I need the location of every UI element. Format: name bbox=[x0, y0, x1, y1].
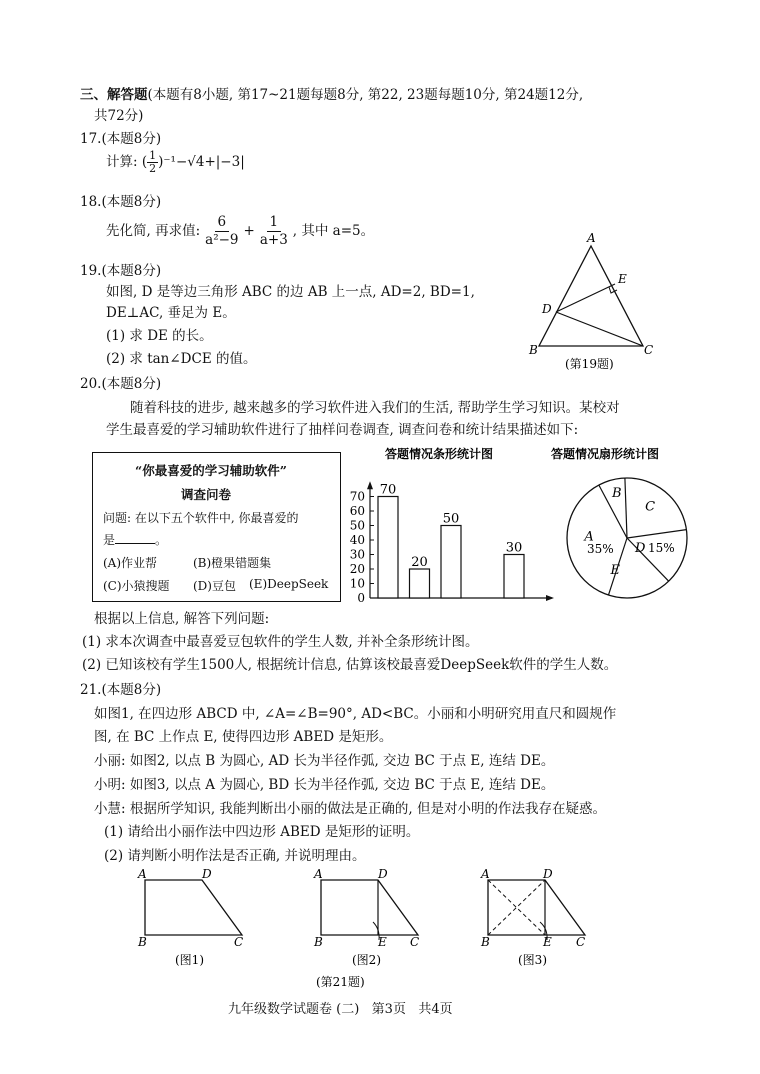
q19-segment-dc bbox=[556, 312, 643, 346]
q21-fig1-label-d: D bbox=[202, 867, 212, 881]
q17-prompt: 计算: bbox=[106, 154, 142, 170]
q21-fig3-diagonal-ae bbox=[488, 880, 545, 935]
bar-chart-tick-label-50: 50 bbox=[349, 518, 365, 533]
q21-fig1-label-c: C bbox=[234, 935, 244, 949]
q17-body: 计算: ( $\frac{1}{2}$ )⁻¹−√4+|−3| bbox=[106, 149, 245, 175]
q21-fig3-label-c: C bbox=[576, 935, 586, 949]
q18-f2-den: a+3 bbox=[259, 232, 288, 248]
q18-points: (本题8分) bbox=[101, 194, 162, 210]
survey-option-d: (D)豆包 bbox=[193, 579, 236, 593]
pie-percent-d: 15% bbox=[648, 541, 675, 555]
q21-fig3-label-d: D bbox=[543, 867, 553, 881]
q21-fig3-quad bbox=[488, 880, 585, 935]
q21-line2: 图, 在 BC 上作点 E, 使得四边形 ABED 是矩形。 bbox=[94, 729, 393, 745]
q18-tail: , 其中 a=5。 bbox=[292, 223, 375, 239]
q19-label-b: B bbox=[529, 343, 538, 357]
pie-label-d: D bbox=[635, 541, 646, 556]
q20-after: 根据以上信息, 解答下列问题: bbox=[94, 611, 270, 627]
q21-fig3-diagonal-bd bbox=[488, 880, 545, 935]
survey-question-1: 问题: 在以下五个软件中, 你最喜爱的 bbox=[103, 511, 299, 525]
q21-fig2-caption: (图2) bbox=[352, 953, 381, 967]
survey-title: “你最喜爱的学习辅助软件” bbox=[135, 463, 287, 478]
pie-label-c: C bbox=[645, 499, 656, 515]
q21-part1: (1) 请给出小丽作法中四边形 ABED 是矩形的证明。 bbox=[104, 824, 420, 840]
bar-C bbox=[441, 526, 461, 599]
q21-figures bbox=[130, 866, 610, 991]
section-title: 三、解答题 bbox=[80, 87, 148, 103]
q21-fig2-label-d: D bbox=[378, 867, 388, 881]
pie-label-a: A bbox=[584, 529, 594, 545]
q20-number: 20. bbox=[80, 376, 102, 392]
q18-fraction-1 bbox=[202, 214, 241, 249]
pie-chart bbox=[545, 442, 725, 607]
q21-header bbox=[80, 681, 161, 700]
q21-fig3-label-b: B bbox=[481, 935, 490, 949]
bar-chart-tick-label-30: 30 bbox=[349, 547, 365, 562]
q17-number: 17. bbox=[80, 131, 102, 147]
q21-fig2-label-c: C bbox=[410, 935, 420, 949]
q21-fig2-label-e: E bbox=[378, 935, 387, 949]
bar-chart-tick-label-40: 40 bbox=[349, 533, 365, 547]
q21-xiaoming: 小明: 如图3, 以点 A 为圆心, BD 长为半径作弧, 交边 BC 于点 E, 连结 DE。 bbox=[94, 777, 555, 793]
q19-part2: (2) 求 tan∠DCE 的值。 bbox=[106, 351, 257, 367]
page-footer: 九年级数学试题卷 (二) 第3页 共4页 bbox=[228, 1002, 453, 1017]
bar-chart-tick-label-60: 60 bbox=[349, 504, 365, 518]
q17-fraction bbox=[147, 150, 158, 175]
q21-fig3-label-e: E bbox=[543, 935, 552, 949]
q21-fig1-quad bbox=[145, 880, 242, 935]
q19-caption: (第19题) bbox=[565, 357, 614, 371]
q21-fig1-label-a: A bbox=[138, 867, 147, 881]
q19-figure bbox=[520, 232, 670, 372]
bar-chart-tick-label-10: 10 bbox=[349, 576, 365, 591]
pie-label-b: B bbox=[612, 486, 622, 502]
q21-fig3-label-a: A bbox=[481, 867, 490, 881]
bar-B bbox=[410, 569, 430, 598]
survey-subtitle: 调查问卷 bbox=[181, 487, 232, 502]
pie-chart-title: 答题情况扇形统计图 bbox=[551, 447, 660, 461]
survey-option-c: (C)小猿搜题 bbox=[103, 579, 170, 593]
q21-fig1-label-b: B bbox=[138, 935, 147, 949]
q17-frac-den: 2 bbox=[149, 162, 157, 175]
bar-chart-title: 答题情况条形统计图 bbox=[385, 447, 494, 461]
q18-body bbox=[106, 214, 374, 249]
bar-label-C: 50 bbox=[442, 511, 460, 527]
q20-intro-2: 学生最喜爱的学习辅助软件进行了抽样问卷调查, 调查问卷和统计结果描述如下: bbox=[106, 422, 579, 438]
survey-question-end: 。 bbox=[155, 533, 168, 547]
bar-chart-tick-label-70: 70 bbox=[349, 489, 365, 504]
section-desc-1: (本题有8小题, 第17~21题每题8分, 第22, 23题每题10分, 第24题12分, bbox=[147, 87, 584, 103]
bar-chart-tick-label-0: 0 bbox=[357, 591, 365, 605]
q21-xiaohui: 小慧: 根据所学知识, 我能判断出小丽的做法是正确的, 但是对小明的作法我存在疑惑。 bbox=[94, 801, 607, 817]
q17-points: (本题8分) bbox=[101, 131, 162, 147]
q18-fraction-2 bbox=[257, 214, 291, 249]
q18-header bbox=[80, 193, 161, 212]
survey-answer-blank bbox=[115, 531, 155, 544]
q21-fig2-label-a: A bbox=[314, 867, 323, 881]
survey-option-e: (E)DeepSeek bbox=[249, 577, 329, 591]
q21-fig2-label-b: B bbox=[314, 935, 323, 949]
q21-xiaoli: 小丽: 如图2, 以点 B 为圆心, AD 长为半径作弧, 交边 BC 于点 E, 连结 DE。 bbox=[94, 753, 555, 769]
bar-label-E: 30 bbox=[505, 540, 523, 556]
q19-part1: (1) 求 DE 的长。 bbox=[106, 328, 213, 344]
q18-number: 18. bbox=[80, 194, 102, 210]
bar-label-A: 70 bbox=[379, 482, 397, 498]
bar-A bbox=[378, 497, 398, 599]
q20-part2: (2) 已知该校有学生1500人, 根据统计信息, 估算该校最喜爱DeepSeek软件的学生人数。 bbox=[82, 657, 618, 673]
section-desc-2: 共72分) bbox=[94, 108, 144, 124]
q18-f2-num: 1 bbox=[267, 214, 282, 232]
q17-header bbox=[80, 130, 161, 149]
bar-E bbox=[504, 555, 524, 599]
q19-label-c: C bbox=[644, 343, 654, 357]
q19-number: 19. bbox=[80, 263, 102, 279]
section-heading bbox=[80, 86, 583, 105]
bar-chart-y-arrow bbox=[367, 481, 373, 489]
q19-segment-de bbox=[556, 284, 615, 312]
q21-fig2-quad bbox=[321, 880, 418, 935]
q18-plus: + bbox=[243, 223, 255, 239]
q19-line1: 如图, D 是等边三角形 ABC 的边 AB 上一点, AD=2, BD=1, bbox=[106, 284, 475, 300]
q21-caption: (第21题) bbox=[316, 975, 365, 989]
q18-prompt: 先化简, 再求值: bbox=[106, 223, 201, 239]
pie-percent-a: 35% bbox=[587, 542, 614, 556]
q17-frac-num: 1 bbox=[149, 149, 157, 162]
q19-points: (本题8分) bbox=[101, 263, 162, 279]
survey-question-2 bbox=[103, 531, 167, 548]
q20-intro-1: 随着科技的进步, 越来越多的学习软件进入我们的生活, 帮助学生学习知识。某校对 bbox=[130, 400, 620, 416]
q19-header bbox=[80, 262, 161, 281]
q19-line2: DE⊥AC, 垂足为 E。 bbox=[106, 305, 236, 321]
bar-label-B: 20 bbox=[411, 555, 428, 570]
q18-f1-num: 6 bbox=[215, 214, 230, 232]
q21-points: (本题8分) bbox=[101, 682, 162, 698]
q21-fig3-caption: (图3) bbox=[518, 953, 547, 967]
pie-label-e: E bbox=[610, 563, 621, 579]
q18-f1-den: a²−9 bbox=[205, 232, 239, 248]
q21-number: 21. bbox=[80, 682, 102, 698]
q17-expression: ⁻¹−√4+|−3| bbox=[163, 154, 245, 170]
q20-points: (本题8分) bbox=[101, 376, 162, 392]
survey-box bbox=[92, 452, 341, 602]
survey-option-a: (A)作业帮 bbox=[103, 556, 158, 570]
q21-part2: (2) 请判断小明作法是否正确, 并说明理由。 bbox=[104, 848, 366, 864]
q21-fig1-caption: (图1) bbox=[175, 953, 204, 967]
q19-label-a: A bbox=[587, 232, 596, 245]
survey-question-2-text: 是 bbox=[103, 533, 116, 547]
bar-chart-tick-label-20: 20 bbox=[349, 562, 365, 576]
bar-chart bbox=[340, 442, 560, 607]
survey-option-b: (B)橙果错题集 bbox=[193, 556, 272, 570]
q19-label-e: E bbox=[618, 272, 627, 286]
q21-line1: 如图1, 在四边形 ABCD 中, ∠A=∠B=90°, AD<BC。小丽和小明研究用直尺和圆规作 bbox=[94, 706, 617, 722]
q20-part1: (1) 求本次调查中最喜爱豆包软件的学生人数, 并补全条形统计图。 bbox=[82, 634, 479, 650]
q19-label-d: D bbox=[542, 302, 552, 316]
q20-header bbox=[80, 375, 161, 394]
